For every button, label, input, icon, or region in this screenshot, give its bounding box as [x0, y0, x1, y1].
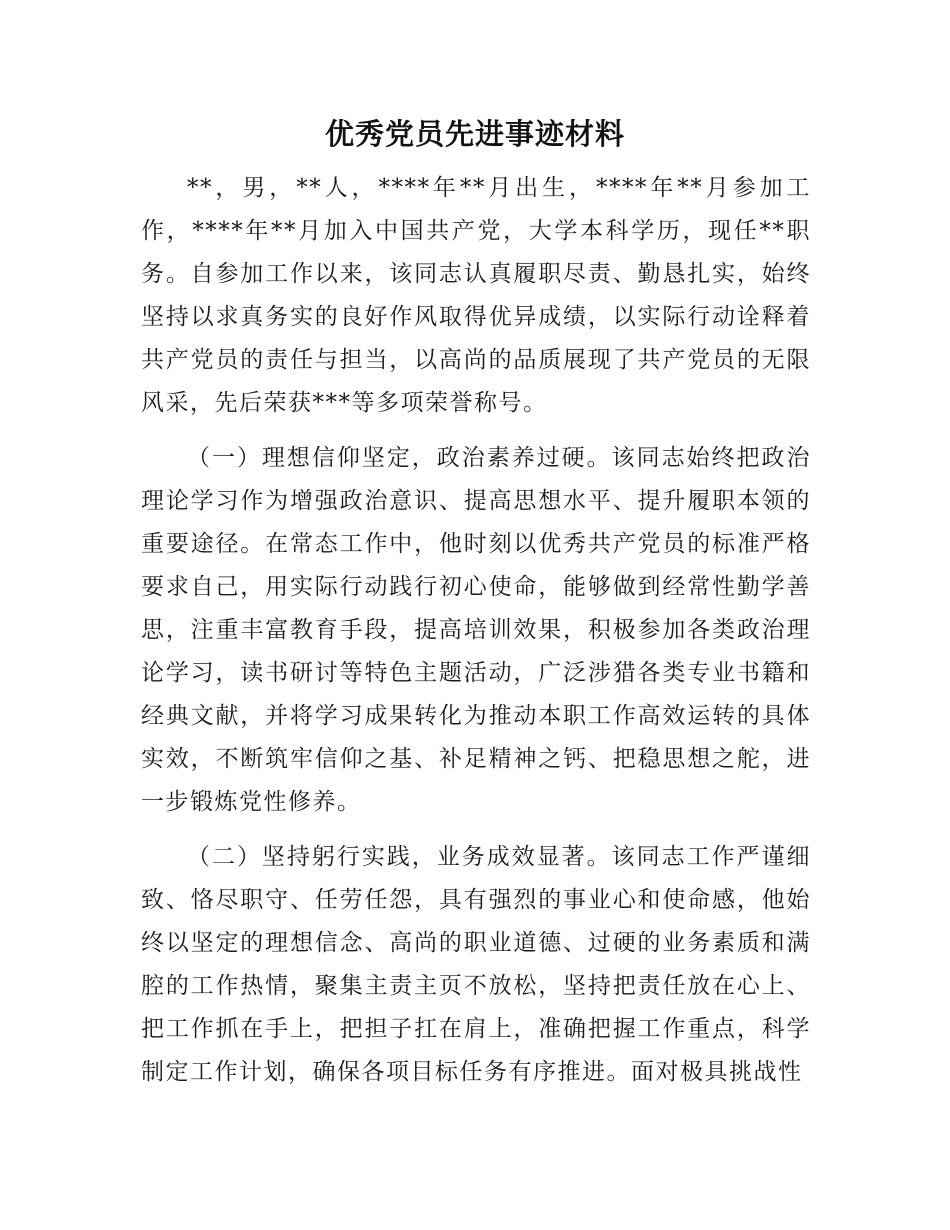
paragraph-intro: **，男，**人，****年**月出生，****年**月参加工作，****年**月加入中国共产党，大学本科学历，现任**职务。自参加工作以来，该同志认真履职尽责、勤恳扎实，始终坚持以求真务实的良好作风取得优异成绩，以实际行动诠释着共产党员的责任与担当，以高尚的品质展现了共产党员的无限风采，先后荣获***等多项荣誉称号。 — [141, 175, 811, 416]
paragraph-section-2: （二）坚持躬行实践，业务成效显著。该同志工作严谨细致、恪尽职守、任劳任怨，具有强烈的事业心和使命感，他始终以坚定的理想信念、高尚的职业道德、过硬的业务素质和满腔的工作热情，聚集主责主页不放松，坚持把责任放在心上、把工作抓在手上，把担子扛在肩上，准确把握工作重点，科学制定工作计划，确保各项目标任务有序推进。面对极具挑战性 — [141, 844, 811, 1085]
paragraph-section-1: （一）理想信仰坚定，政治素养过硬。该同志始终把政治理论学习作为增强政治意识、提高思想水平、提升履职本领的重要途径。在常态工作中，他时刻以优秀共产党员的标准严格要求自己，用实际行动践行初心使命，能够做到经常性勤学善思，注重丰富教育手段，提高培训效果，积极参加各类政治理论学习，读书研讨等特色主题活动，广泛涉猎各类专业书籍和经典文献，并将学习成果转化为推动本职工作高效运转的具体实效，不断筑牢信仰之基、补足精神之钙、把稳思想之舵，进一步锻炼党性修养。 — [141, 445, 811, 815]
document-title: 优秀党员先进事迹材料 — [324, 117, 625, 151]
document-body — [141, 167, 811, 1106]
